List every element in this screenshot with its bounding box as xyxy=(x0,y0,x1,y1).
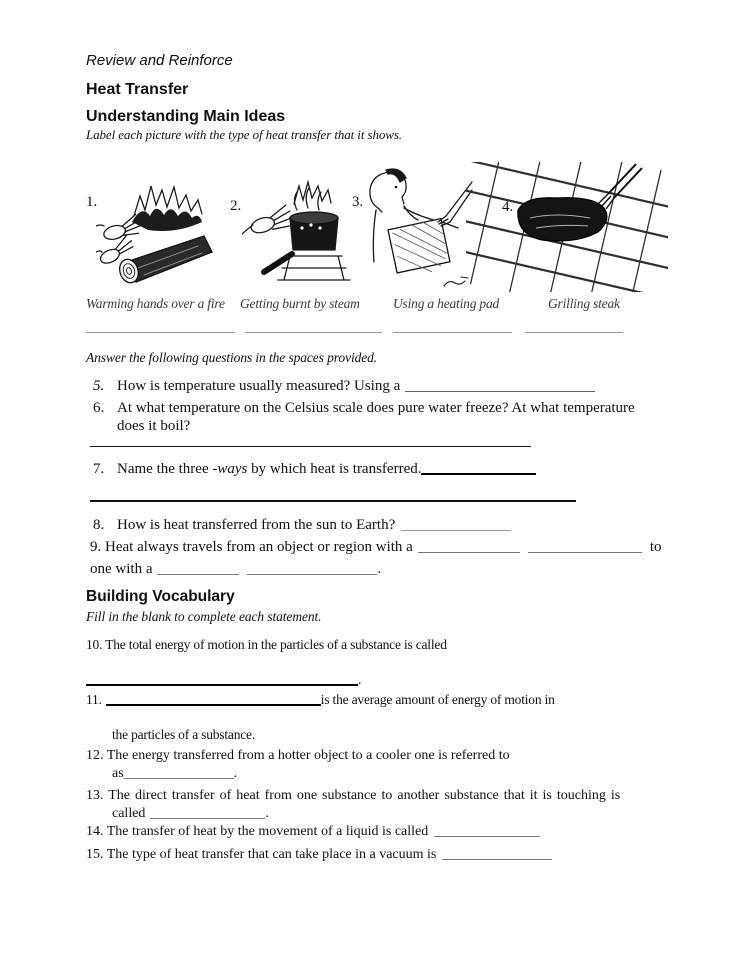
question-5-blank xyxy=(405,379,595,392)
question-13-line1 xyxy=(86,787,620,805)
question-12-line1 xyxy=(86,747,510,765)
grilling-steak-image xyxy=(466,162,668,292)
question-5-number: 5. xyxy=(93,378,105,394)
question-11-line1 xyxy=(86,692,555,709)
question-14-text: 14. The transfer of heat by the movement of a liquid is called xyxy=(86,824,429,839)
question-10-blank xyxy=(86,672,358,686)
question-8-text: How is heat transferred from the sun to Earth? xyxy=(117,517,396,533)
figure-2-number: 2. xyxy=(230,198,242,214)
question-13-text-line2: called xyxy=(112,806,146,821)
question-11-text: is the average amount of energy of motion in xyxy=(320,692,555,707)
question-7-text-post: by which heat is transferred. xyxy=(247,461,422,477)
vocabulary-instruction: Fill in the blank to complete each statement. xyxy=(86,609,322,624)
figure-1-caption: Warming hands over a fire xyxy=(86,296,225,311)
question-7-text-emphasis: ways xyxy=(217,461,248,477)
question-6-text-line2: does it boil? xyxy=(117,418,191,434)
question-5 xyxy=(93,377,595,396)
question-14-blank xyxy=(434,824,540,837)
heating-pad-image xyxy=(360,164,474,298)
question-13-line2 xyxy=(112,805,269,823)
question-6-answer-line xyxy=(90,446,531,447)
figure-3-caption: Using a heating pad xyxy=(393,296,500,311)
question-9-text-line1: 9. Heat always travels from an object or region with a xyxy=(90,539,413,555)
question-14 xyxy=(86,823,540,841)
figure-1 xyxy=(96,170,236,288)
question-9-blank-4 xyxy=(247,562,377,575)
question-15-text: 15. The type of heat transfer that can take place in a vacuum is xyxy=(86,847,437,862)
figure-2-answer-blank xyxy=(245,332,382,333)
question-10-period: . xyxy=(358,672,362,687)
figure-4 xyxy=(466,162,668,292)
figure-1-number: 1. xyxy=(86,194,98,210)
question-12-text: 12. The energy transferred from a hotter object to a cooler one is referred to xyxy=(86,748,510,763)
question-12-text-line2: as xyxy=(112,766,124,781)
section-main-ideas-title: Understanding Main Ideas xyxy=(86,108,286,125)
question-10-text: 10. The total energy of motion in the particles of a substance is called xyxy=(86,637,447,652)
question-7-answer-line xyxy=(90,500,576,502)
section-vocabulary-title: Building Vocabulary xyxy=(86,588,235,605)
hands-over-fire-image xyxy=(96,170,236,288)
question-9-period: . xyxy=(377,561,382,577)
question-8-number: 8. xyxy=(93,517,105,533)
question-7 xyxy=(93,460,536,479)
figure-3-number: 3. xyxy=(352,194,364,210)
figure-4-number: 4. xyxy=(502,199,514,215)
worksheet-title: Heat Transfer xyxy=(86,81,189,98)
worksheet-header: Review and Reinforce xyxy=(86,52,233,69)
question-13-text: 13. The direct transfer of heat from one substance to another substance that it is touching is xyxy=(86,788,621,803)
question-7-number: 7. xyxy=(93,461,105,477)
question-10-line1 xyxy=(86,637,447,654)
question-11-number: 11. xyxy=(86,692,102,707)
question-7-blank xyxy=(421,461,536,475)
question-9-text-line2: one with a xyxy=(90,561,153,577)
question-6-text-line1: At what temperature on the Celsius scale does pure water freeze? At what temperature xyxy=(117,400,635,416)
figure-1-answer-blank xyxy=(86,332,235,333)
question-12-period: . xyxy=(233,766,238,781)
question-15 xyxy=(86,846,552,864)
question-6-line1 xyxy=(93,399,635,418)
question-5-text: How is temperature usually measured? Using a xyxy=(117,378,401,394)
question-9-tail: to xyxy=(649,539,662,555)
question-9-blank-1 xyxy=(418,540,520,553)
question-10-line2 xyxy=(86,672,361,689)
question-9-line1 xyxy=(90,538,661,557)
question-13-blank xyxy=(150,806,265,819)
question-6-line2 xyxy=(117,417,190,436)
question-9-blank-3 xyxy=(157,562,239,575)
steam-pot-image xyxy=(242,174,354,294)
question-8-blank xyxy=(401,518,511,531)
question-15-blank xyxy=(442,847,552,860)
question-13-period: . xyxy=(265,806,269,821)
question-12-blank xyxy=(124,766,234,779)
figure-3 xyxy=(360,164,474,298)
question-11-text-line2: the particles of a substance. xyxy=(112,727,256,742)
question-11-line2 xyxy=(112,727,255,744)
figure-3-answer-blank xyxy=(393,332,512,333)
question-12-line2 xyxy=(112,765,237,783)
figure-4-answer-blank xyxy=(525,332,623,333)
figure-2-caption: Getting burnt by steam xyxy=(240,296,360,311)
question-7-text-pre: Name the three - xyxy=(117,461,218,477)
figure-4-caption: Grilling steak xyxy=(548,296,620,311)
answer-instruction: Answer the following questions in the spaces provided. xyxy=(86,350,378,365)
question-11-blank xyxy=(106,692,321,706)
question-6-number: 6. xyxy=(93,400,105,416)
label-pictures-instruction: Label each picture with the type of heat transfer that it shows. xyxy=(86,127,402,142)
question-9-blank-2 xyxy=(528,540,642,553)
question-9-line2 xyxy=(90,560,381,579)
question-8 xyxy=(93,516,511,535)
figure-2 xyxy=(242,174,354,294)
